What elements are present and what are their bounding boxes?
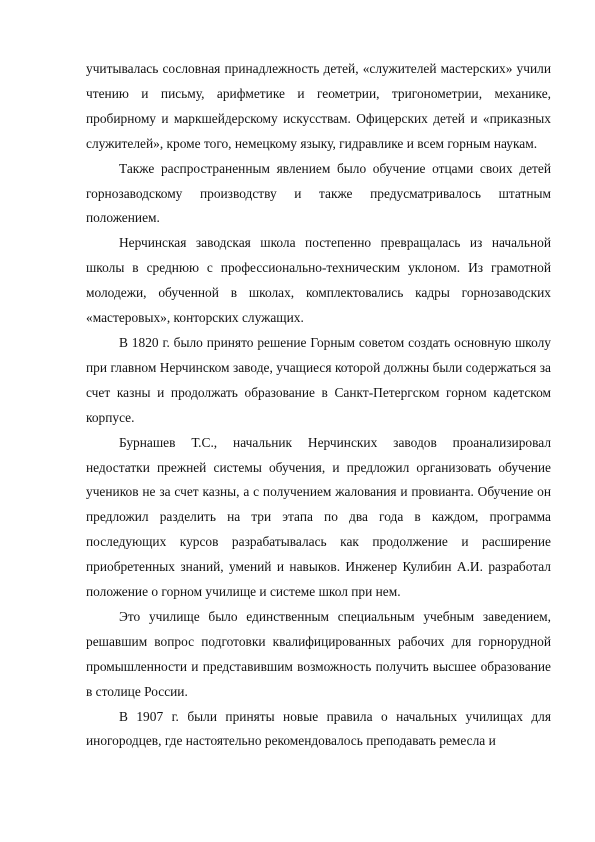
paragraph: Также распространенным явлением было обучение отцами своих детей горнозаводскому производству и также предусматривалось штатным положением. xyxy=(86,160,551,226)
paragraph: Это училище было единственным специальным учебным заведением, решавшим вопрос подготовки квалифицированных рабочих для горнорудной промышленности и представившим возможность получить высшее образование в столице России. xyxy=(86,608,551,699)
paragraph: учитывалась сословная принадлежность детей, «служителей мастерских» учили чтению и письму, арифметике и геометрии, тригонометрии, механике, пробирному и маркшейдерскому искусствам. Офицерских детей и «приказных служителей», кроме того, немецкому языку, гидравлике и всем горным наукам. xyxy=(86,61,551,151)
paragraph: Нерчинская заводская школа постепенно превращалась из начальной школы в среднюю с профессионально-техническим уклоном. Из грамотной молодежи, обученной в школах, комплектовались кадры горнозаводских «мастеровых», конторских служащих. xyxy=(86,235,551,326)
paragraph: В 1907 г. были приняты новые правила о начальных училищах для иногородцев, где настоятельно рекомендовалось преподавать ремесла и xyxy=(86,708,551,749)
paragraph: Бурнашев Т.С., начальник Нерчинских заводов проанализировал недостатки прежней системы обучения, и предложил организовать обучение учеников не за счет казны, а с получением жалования и провианта. Обучение он предложил разделить на три этапа по два года в каждом, программа последующих курсов разрабатывалась как продолжение и расширение приобретенных знаний, умений и навыков. Инженер Кулибин А.И. разработал положение о горном училище и системе школ при нем. xyxy=(86,434,551,600)
paragraph: В 1820 г. было принято решение Горным советом создать основную школу при главном Нерчинском заводе, учащиеся которой должны были содержаться за счет казны и продолжать образование в Санкт-Петергском горном кадетском корпусе. xyxy=(86,334,551,425)
document-body xyxy=(86,57,551,754)
